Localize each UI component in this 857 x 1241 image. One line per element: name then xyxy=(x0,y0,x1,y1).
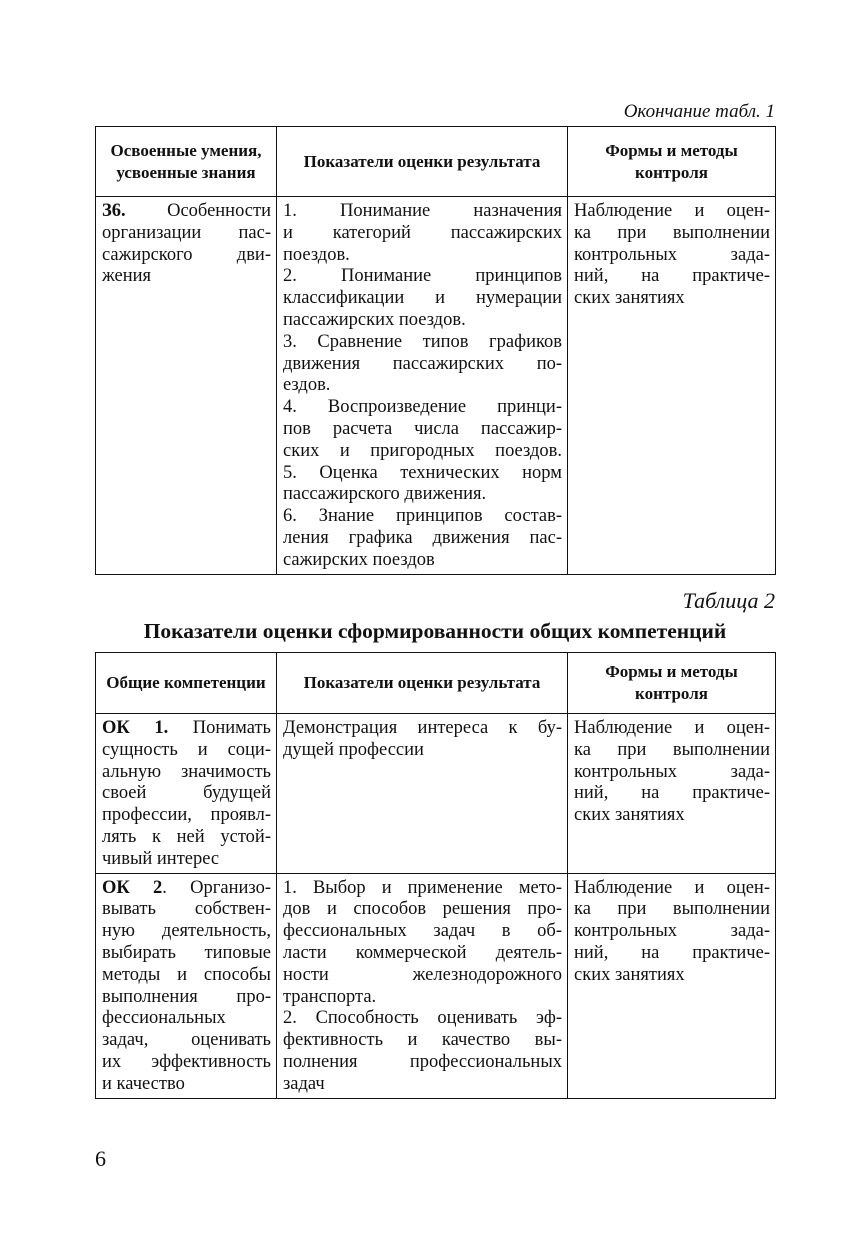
indicator-line: классификации и нумерации xyxy=(283,288,562,309)
table1-continuation-caption: Окончание табл. 1 xyxy=(623,101,775,122)
indicator-line: дов и способов решения про- xyxy=(283,899,562,920)
competency-line: . Организо- xyxy=(162,877,271,898)
competency-line: своей будущей xyxy=(102,783,271,804)
skill-line: жения xyxy=(102,266,152,287)
indicator-cell xyxy=(277,714,568,874)
indicator-line: 4. Воспроизведение принци- xyxy=(283,397,562,418)
control-line: контрольных зада- xyxy=(574,244,770,265)
skill-line: организации пас- xyxy=(102,222,271,243)
competency-code: ОК 1. xyxy=(102,718,169,738)
control-line: ка при выполнении xyxy=(574,222,770,243)
indicator-cell xyxy=(277,197,568,575)
indicator-line: 1. Выбор и применение мето- xyxy=(283,877,562,898)
indicator-line: ности железнодорожного xyxy=(283,964,562,985)
competency-line: их эффективность xyxy=(102,1051,271,1072)
header-competencies: Общие компетенции xyxy=(96,653,277,714)
control-line: ских занятиях xyxy=(574,964,685,985)
control-line: ка при выполнении xyxy=(574,739,770,760)
indicator-line: и категорий пассажирских xyxy=(283,222,562,243)
header-control: Формы и методы контроля xyxy=(568,127,776,197)
skill-cell xyxy=(96,197,277,575)
control-line: ских занятиях xyxy=(574,805,685,826)
control-cell xyxy=(568,873,776,1098)
indicator-line: 2. Способность оценивать эф- xyxy=(283,1008,562,1029)
indicator-line: 1. Понимание назначения xyxy=(283,201,562,221)
indicator-line: транспорта. xyxy=(283,986,377,1007)
header-skills: Освоенные умения, усвоенные знания xyxy=(96,127,277,197)
competency-line: лять к ней устой- xyxy=(102,826,271,847)
competency-line: профессии, проявл- xyxy=(102,805,271,826)
control-line: Наблюдение и оцен- xyxy=(574,877,770,898)
control-line: ний, на практиче- xyxy=(574,783,770,804)
control-line: ний, на практиче- xyxy=(574,942,770,963)
control-line: Наблюдение и оцен- xyxy=(574,201,770,221)
table-row xyxy=(96,873,776,1098)
indicator-line: фективность и качество вы- xyxy=(283,1030,562,1051)
indicator-line: ездов. xyxy=(283,375,331,396)
header-control: Формы и методы контроля xyxy=(568,653,776,714)
skill-line: сажирского дви- xyxy=(102,244,271,265)
indicator-line: 5. Оценка технических норм xyxy=(283,462,562,483)
indicator-line: пассажирского движения. xyxy=(283,484,487,505)
table-row xyxy=(96,714,776,874)
competency-line: задач, оценивать xyxy=(102,1030,271,1051)
competency-line: выполнения про- xyxy=(102,986,271,1007)
competency-line: выбирать типовые xyxy=(102,942,271,963)
competency-cell xyxy=(96,873,277,1098)
competency-line: чивый интерес xyxy=(102,848,220,869)
control-cell xyxy=(568,197,776,575)
table2-caption: Таблица 2 xyxy=(682,588,775,613)
indicator-line: ласти коммерческой деятель- xyxy=(283,942,562,963)
indicator-line: фессиональных задач в об- xyxy=(283,921,562,942)
indicator-line: движения пассажирских по- xyxy=(283,353,562,374)
competency-line: вывать собствен- xyxy=(102,899,271,920)
competency-line: сущность и соци- xyxy=(102,739,271,760)
table-header-row xyxy=(96,653,776,714)
indicator-line: полнения профессиональных xyxy=(283,1051,562,1072)
control-line: Наблюдение и оцен- xyxy=(574,718,770,738)
indicator-line: ления графика движения пас- xyxy=(283,527,562,548)
control-line: ний, на практиче- xyxy=(574,266,770,287)
competency-line: методы и способы xyxy=(102,964,271,985)
indicator-line: ских и пригородных поездов. xyxy=(283,440,562,461)
table2-title: Показатели оценки сформированности общих компетенций xyxy=(143,619,727,643)
page-number: 6 xyxy=(95,1146,106,1171)
assessment-table-1 xyxy=(95,126,776,575)
competency-line: фессиональных xyxy=(102,1008,226,1029)
header-indicators: Показатели оценки результата xyxy=(277,653,568,714)
control-line: ских занятиях xyxy=(574,288,685,309)
control-line: ка при выполнении xyxy=(574,899,770,920)
indicator-line: 3. Сравнение типов графиков xyxy=(283,331,562,352)
competency-line: Понимать xyxy=(168,718,271,738)
table-header-row xyxy=(96,127,776,197)
indicator-line: поездов. xyxy=(283,244,350,265)
competency-cell xyxy=(96,714,277,874)
indicator-line: 6. Знание принципов состав- xyxy=(283,506,562,527)
indicator-line: задач xyxy=(283,1073,325,1094)
header-indicators: Показатели оценки результата xyxy=(277,127,568,197)
control-line: контрольных зада- xyxy=(574,921,770,942)
indicator-line: 2. Понимание принципов xyxy=(283,266,562,287)
skill-code: З6. xyxy=(102,201,126,221)
competency-line: альную значимость xyxy=(102,761,271,782)
control-line: контрольных зада- xyxy=(574,761,770,782)
competency-line: и качество xyxy=(102,1073,185,1094)
skill-line: Особенности xyxy=(125,201,271,221)
table-row xyxy=(96,197,776,575)
competency-code: ОК 2 xyxy=(102,877,163,898)
indicator-line: дущей профессии xyxy=(283,739,424,760)
indicator-line: сажирских поездов xyxy=(283,549,435,570)
indicator-line: Демонстрация интереса к бу- xyxy=(283,718,562,738)
assessment-table-2 xyxy=(95,652,776,1099)
indicator-line: пов расчета числа пассажир- xyxy=(283,418,562,439)
control-cell xyxy=(568,714,776,874)
competency-line: ную деятельность, xyxy=(102,921,271,942)
indicator-line: пассажирских поездов. xyxy=(283,309,466,330)
indicator-cell xyxy=(277,873,568,1098)
